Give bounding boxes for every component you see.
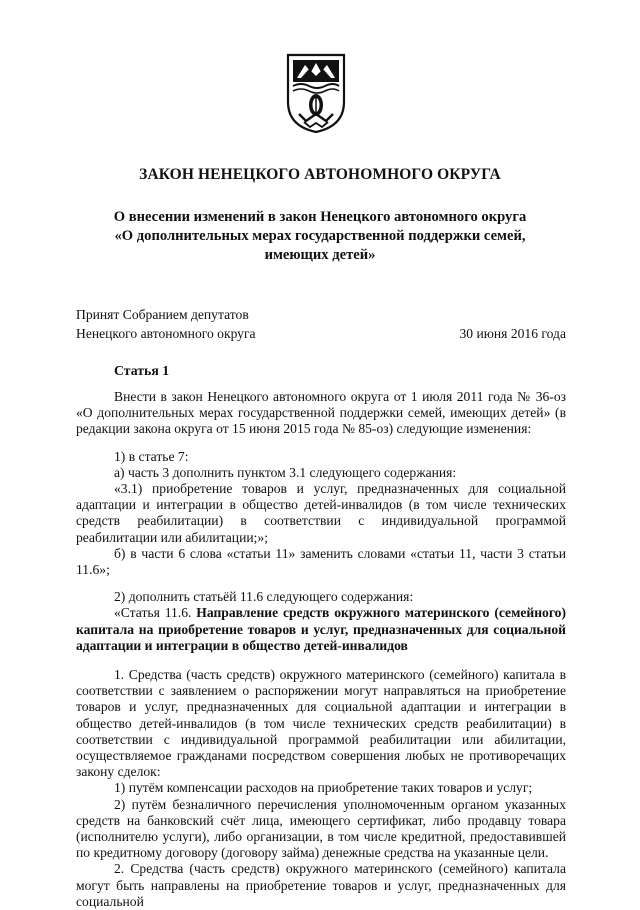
article-11-6-prefix: «Статья 11.6. [114, 605, 197, 621]
adopted-by-body: Ненецкого автономного округа [76, 326, 256, 341]
paragraph-subitem-b: б) в части 6 слова «статьи 11» заменить словами «статьи 11, части 3 статьи 11.6»; [76, 545, 566, 578]
subtitle-line: «О дополнительных мерах государственной поддержки семей, [114, 228, 526, 244]
subtitle-line: имеющих детей» [264, 247, 376, 263]
paragraph-part-2: 2. Средства (часть средств) окружного материнского (семейного) капитала могут быть направлены на приобретение товаров и услуг, предназначенных для социальной [76, 861, 566, 909]
law-title: ЗАКОН НЕНЕЦКОГО АВТОНОМНОГО ОКРУГА [139, 166, 501, 183]
paragraph-article-11-6 [76, 605, 566, 654]
paragraph-clause-1: 1) путём компенсации расходов на приобретение таких товаров и услуг; [114, 780, 533, 796]
paragraph-point-3-1: «3.1) приобретение товаров и услуг, предназначенных для социальной адаптации и интеграции в общество детей-инвалидов (в том числе технических средств реабилитации) в соответствии с индивидуальной программой реабилитации или абилитации;»; [76, 481, 566, 545]
law-subtitle [60, 208, 580, 265]
adoption-date: 30 июня 2016 года [459, 326, 566, 341]
paragraph-intro: Внести в закон Ненецкого автономного округа от 1 июля 2011 года № 36-оз «О дополнительных мерах государственной поддержки семей, имеющих детей» (в редакции закона округа от 15 июня 2015 года № 85-оз) следующие изменения: [76, 389, 566, 437]
adoption-block [76, 305, 566, 343]
adopted-by-line: Принят Собранием депутатов [76, 307, 249, 322]
paragraph-item-1: 1) в статье 7: [114, 448, 189, 464]
article-heading: Статья 1 [114, 363, 170, 378]
paragraph-clause-2: 2) путём безналичного перечисления уполномоченным органом указанных средств на банковский счёт лица, имеющего сертификат, либо продавцу товара (исполнителю услуги), либо организации, в том числе кредитной, предоставившей по кредитному договору (договору займа) денежные средства на указанные цели. [76, 796, 566, 861]
paragraph-part-1: 1. Средства (часть средств) окружного материнского (семейного) капитала в соответствии с заявлением о распоряжении могут направляться на приобретение товаров и услуг, предназначенных для социальной адаптации и интеграции в общество детей-инвалидов (в том числе технических средств реабилитации) в соответствии с индивидуальной программой реабилитации или абилитации, осуществляемое гражданами посредством совершения любых не противоречащих закону сделок: [76, 667, 566, 780]
adoption-row [76, 324, 566, 343]
nenets-okrug-coat-of-arms-icon [285, 52, 347, 134]
paragraph-item-2: 2) дополнить статьёй 11.6 следующего содержания: [114, 589, 414, 605]
paragraph-subitem-a: а) часть 3 дополнить пунктом 3.1 следующего содержания: [114, 464, 457, 480]
subtitle-line: О внесении изменений в закон Ненецкого автономного округа [113, 209, 527, 225]
article-body [76, 389, 566, 910]
article-11-6-title: Направление средств окружного материнского (семейного) капитала на приобретение товаров и услуг, предназначенных для социальной адаптации и интеграции в общество детей-инвалидов [76, 605, 566, 653]
